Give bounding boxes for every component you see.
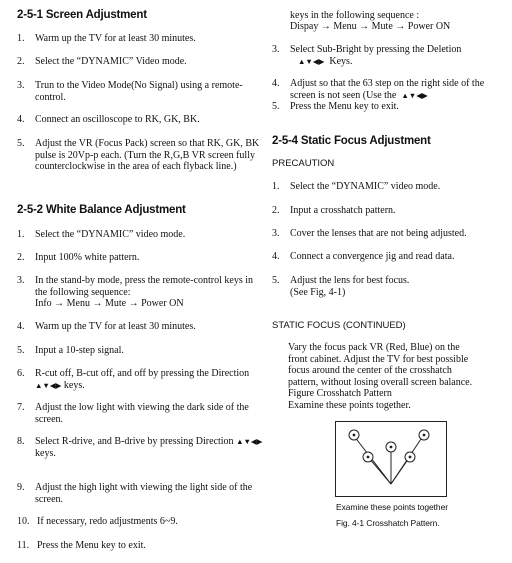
section-title-white-balance: 2-5-2 White Balance Adjustment [17, 204, 186, 216]
static-focus-paragraph: Vary the focus pack VR (Red, Blue) on the front cabinet. Adjust the TV for best possible focus around the center of the crosshatch pattern, without losing overall screen balance. Figure Crosshatch Pattern Examine these points together. [288, 342, 473, 411]
static-focus-continued-title: STATIC FOCUS (CONTINUED) [272, 320, 406, 331]
continued-text-line: keys in the following sequence : [290, 10, 420, 21]
list-item: 3. In the stand-by mode, press the remote-control keys in the following sequence: [17, 275, 253, 298]
section-title-screen-adjustment: 2-5-1 Screen Adjustment [17, 9, 147, 21]
crosshatch-figure [335, 421, 447, 497]
figure-caption: Fig. 4-1 Crosshatch Pattern. [336, 518, 440, 528]
list-item: 4. Connect an oscilloscope to RK, GK, BK. [17, 114, 200, 125]
list-item: 1. Warm up the TV for at least 30 minutes. [17, 33, 196, 44]
list-item: 2. Input 100% white pattern. [17, 252, 140, 263]
list-item: 5. Adjust the VR (Focus Pack) screen so that RK, GK, BK pulse is 20Vp-p each. (Turn the R,G,B VR screen fully counterclockwise in the area of each flyback line.) [17, 138, 260, 172]
list-item: 4. Connect a convergence jig and read data. [272, 251, 455, 262]
list-item: 1. Select the “DYNAMIC” video mode. [272, 181, 441, 192]
figure-points-note: Examine these points together [336, 502, 448, 512]
list-item: 3. Select Sub-Bright by pressing the Deletion ▲▼◀▶ Keys. [272, 44, 462, 67]
direction-arrows-icon: ▲▼◀▶ [35, 380, 62, 390]
list-item: 2. Select the “DYNAMIC” Video mode. [17, 56, 187, 67]
direction-arrows-icon: ▲▼◀▶ [298, 56, 325, 66]
list-item: 4. Adjust so that the 63 step on the right side of the screen is not seen (Use the ▲▼◀▶ [272, 78, 485, 101]
crosshatch-diagram [336, 422, 446, 496]
list-item: 5. Press the Menu key to exit. [272, 101, 399, 112]
list-item: 3. Cover the lenses that are not being adjusted. [272, 228, 467, 239]
precaution-label: PRECAUTION [272, 158, 335, 169]
list-item: 6. R-cut off, B-cut off, and off by pressing the Direction ▲▼◀▶ keys. [17, 368, 250, 391]
key-sequence: Info → Menu → Mute → Power ON [35, 298, 184, 309]
direction-arrows-icon: ▲▼◀▶ [236, 437, 263, 446]
list-item: 9. Adjust the high light with viewing the light side of the screen. [17, 482, 253, 505]
list-item: 5. Adjust the lens for best focus. (See Fig, 4-1) [272, 275, 410, 298]
list-item: 5. Input a 10-step signal. [17, 345, 124, 356]
key-sequence: Dispay → Menu → Mute → Power ON [290, 21, 451, 32]
list-item: 1. Select the “DYNAMIC” video mode. [17, 229, 186, 240]
section-title-static-focus: 2-5-4 Static Focus Adjustment [272, 135, 431, 147]
list-item: 2. Input a crosshatch pattern. [272, 205, 396, 216]
list-item: 7. Adjust the low light with viewing the dark side of the screen. [17, 402, 249, 425]
direction-arrows-icon: ▲▼◀▶ [401, 90, 428, 100]
list-item: 3. Trun to the Video Mode(No Signal) using a remote-control. [17, 80, 243, 103]
list-item: 10. If necessary, redo adjustments 6~9. [17, 516, 178, 527]
list-item: 8. Select R-drive, and B-drive by pressing Direction ▲▼◀▶ keys. [17, 436, 263, 459]
list-item: 4. Warm up the TV for at least 30 minutes. [17, 321, 196, 332]
list-item: 11. Press the Menu key to exit. [17, 540, 146, 551]
